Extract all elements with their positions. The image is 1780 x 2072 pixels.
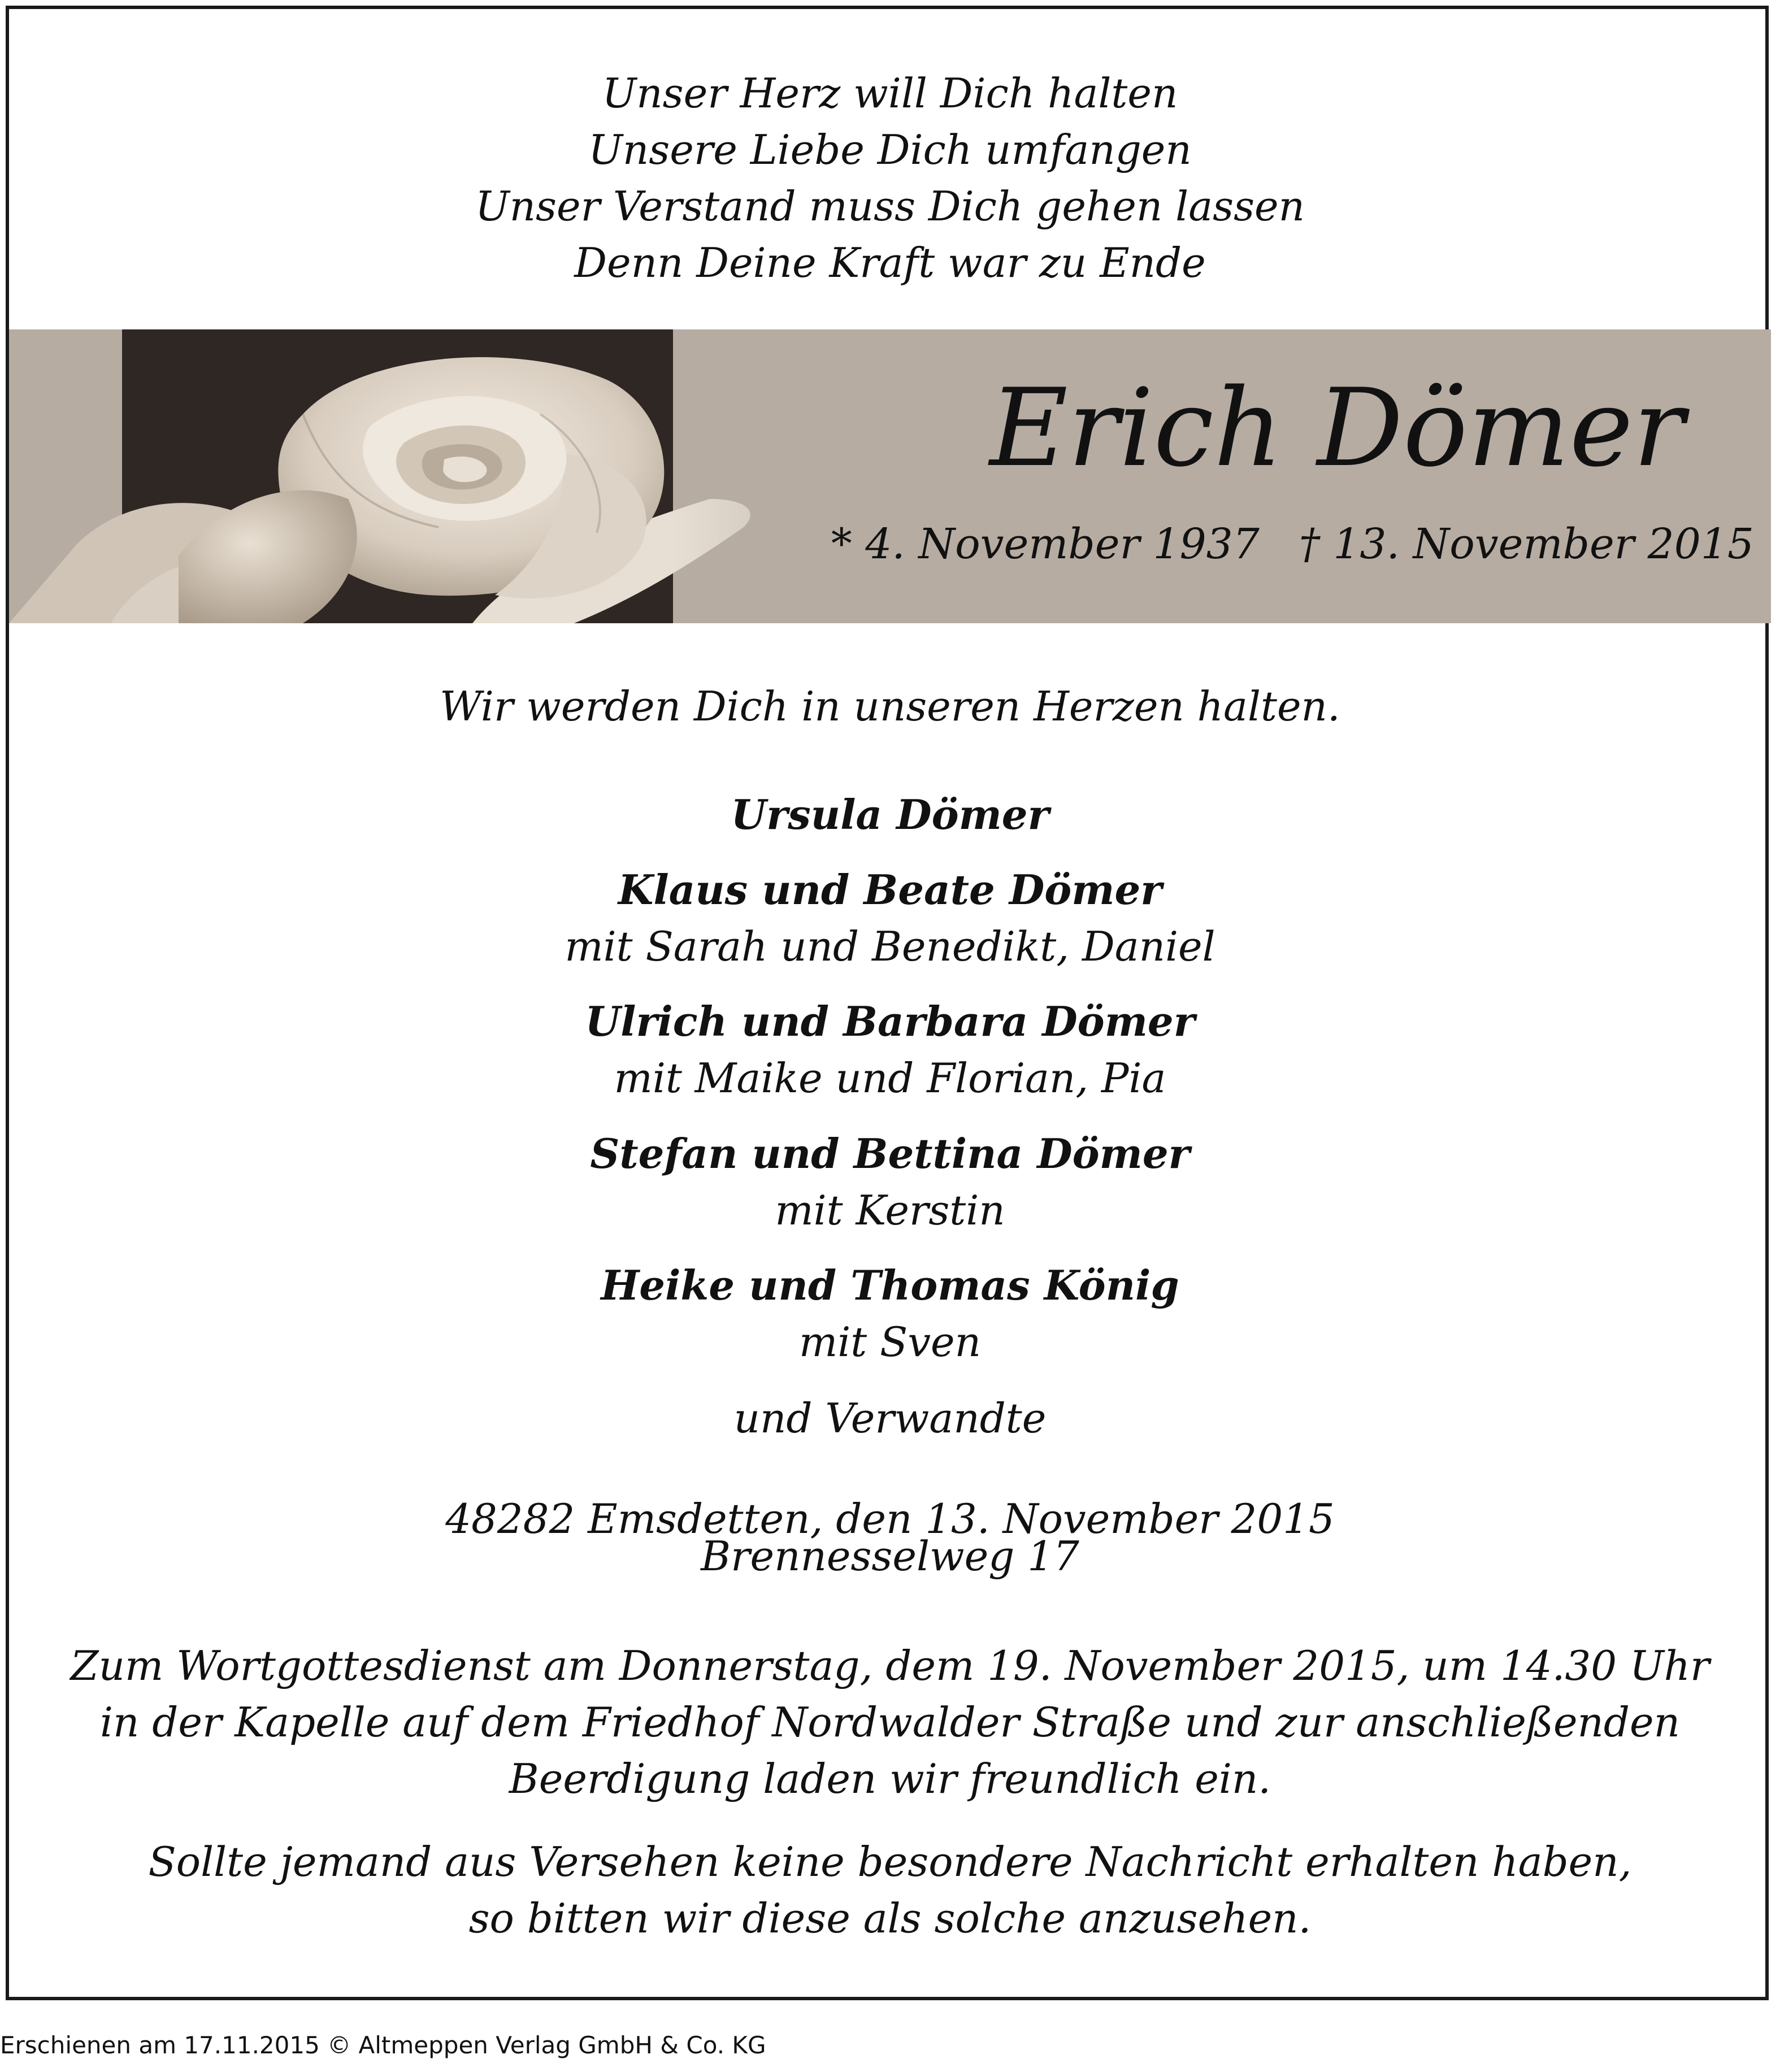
death-date: † 13. November 2015 [1299,520,1754,568]
publication-footer: Erschienen am 17.11.2015 © Altmeppen Verlag GmbH & Co. KG [0,2031,766,2059]
service-line: Beerdigung laden wir freundlich ein. [509,1755,1271,1802]
notice-line: so bitten wir diese als solche anzusehen. [468,1895,1312,1942]
family-name: Heike und Thomas König [601,1261,1179,1309]
family-children: mit Sarah und Benedikt, Daniel [565,923,1215,970]
family-children: mit Sven [798,1318,982,1366]
deceased-name: Erich Dömer [989,366,1685,490]
family-name: Ursula Dömer [731,790,1049,839]
motto-text: Wir werden Dich in unseren Herzen halten. [440,683,1340,730]
family-name: Stefan und Bettina Dömer [590,1130,1190,1178]
poem-line: Unser Herz will Dich halten [602,69,1178,117]
address-street: Brennesselweg 17 [701,1532,1079,1580]
poem [0,65,1780,291]
poem-line: Unsere Liebe Dich umfangen [588,126,1192,173]
name-banner [9,329,1771,623]
family-children: mit Maike und Florian, Pia [614,1054,1166,1102]
motto [0,678,1780,735]
family-entry [0,1257,1780,1370]
notice-line: Sollte jemand aus Versehen keine besondere Nachricht erhalten haben, [148,1838,1632,1886]
poem-line: Denn Deine Kraft war zu Ende [574,239,1206,286]
family-children: mit Kerstin [775,1187,1005,1234]
relatives [0,1390,1780,1447]
relatives-text: und Verwandte [733,1395,1047,1442]
address [0,1495,1780,1580]
family-entry [0,862,1780,975]
family-entry [0,787,1780,843]
service-line: in der Kapelle auf dem Friedhof Nordwalder Straße und zur anschließenden [99,1699,1680,1746]
address-line: 48282 Emsdetten, den 13. November 2015 [445,1495,1335,1543]
family-entry [0,993,1780,1106]
notice [0,1834,1780,1947]
rose-image [9,329,913,623]
service-info [0,1637,1780,1807]
poem-line: Unser Verstand muss Dich gehen lassen [475,183,1305,230]
service-line: Zum Wortgottesdienst am Donnerstag, dem 19. November 2015, um 14.30 Uhr [70,1642,1710,1689]
birth-date: * 4. November 1937 [831,520,1260,568]
family-name: Ulrich und Barbara Dömer [585,997,1195,1045]
family-name: Klaus und Beate Dömer [618,866,1162,914]
life-dates [831,516,1754,572]
family-entry [0,1126,1780,1239]
